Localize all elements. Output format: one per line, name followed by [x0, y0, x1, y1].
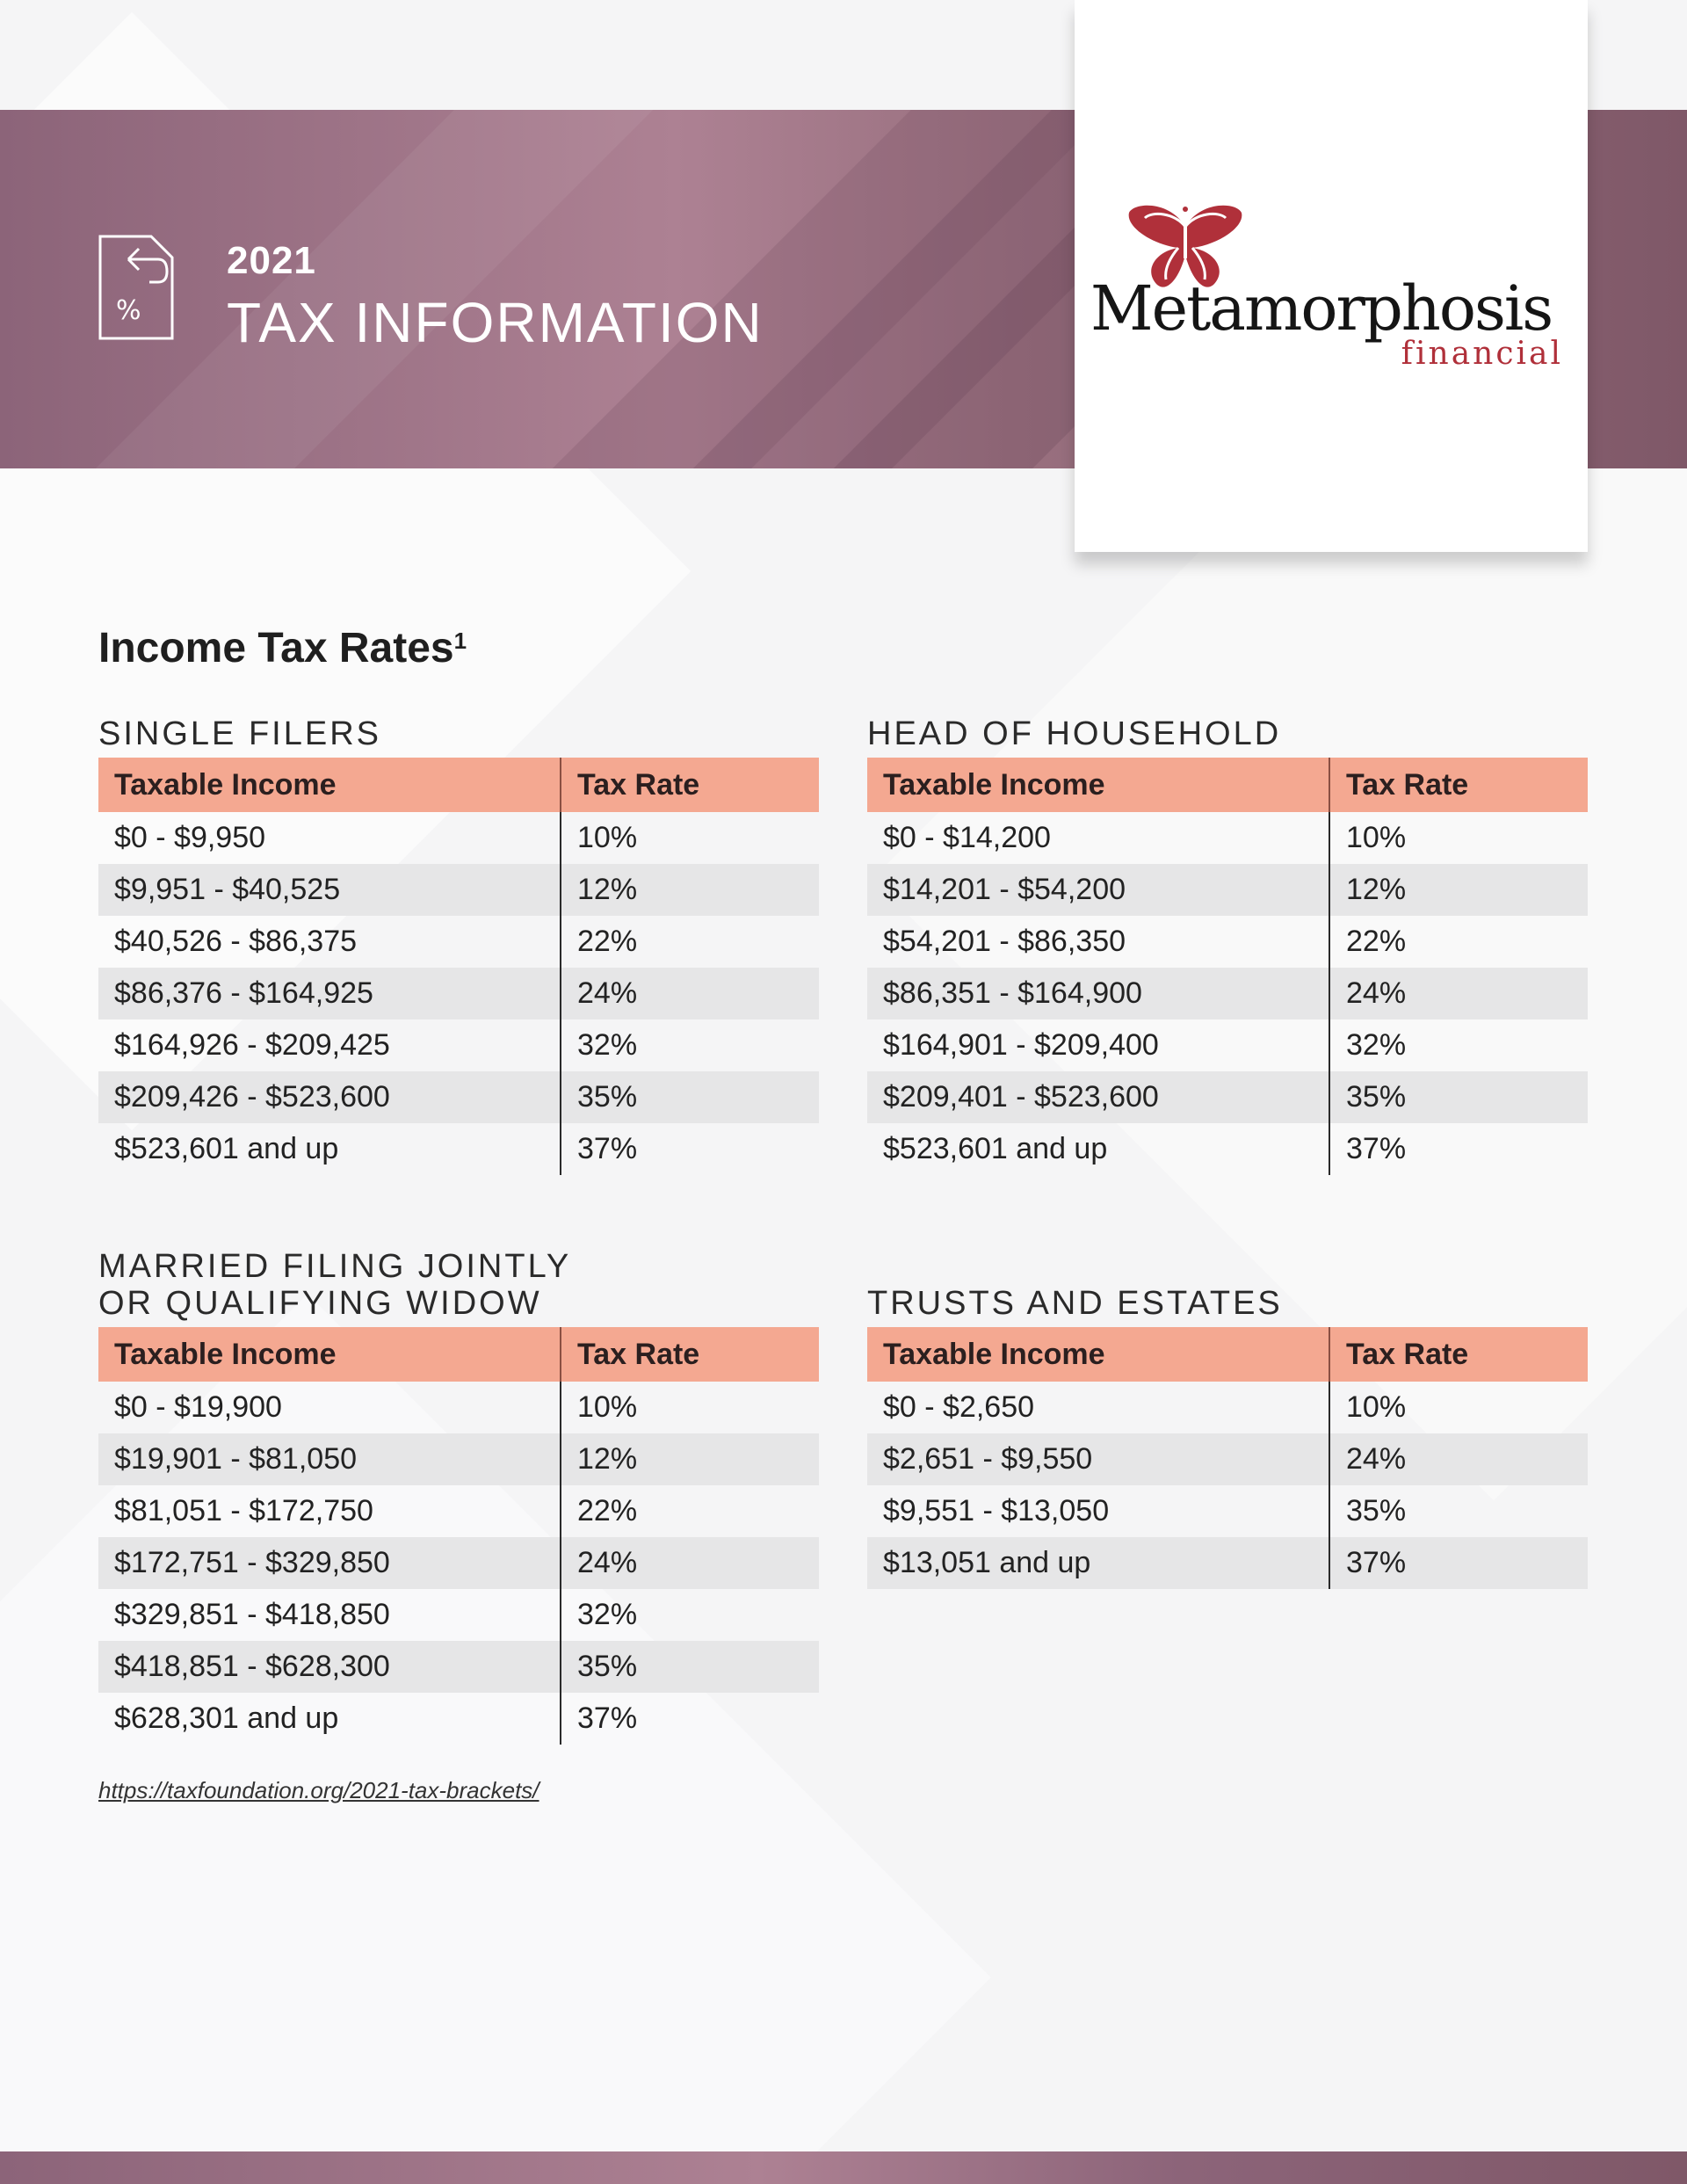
table-row — [867, 864, 1588, 916]
rate-cell: 12% — [561, 1433, 819, 1485]
rate-cell: 35% — [1346, 1494, 1407, 1527]
table-row — [98, 1641, 819, 1693]
footnote-marker: 1 — [453, 628, 467, 654]
table-header-row — [98, 1327, 819, 1382]
rate-cell: 10% — [577, 1390, 638, 1424]
table-trusts-and-estates — [867, 1285, 1588, 1589]
table-header-row — [867, 1327, 1588, 1382]
rate-cell: 32% — [1346, 1028, 1407, 1062]
table-row — [867, 1485, 1588, 1537]
table-row — [98, 916, 819, 968]
table-row — [867, 1537, 1588, 1589]
rate-cell: 24% — [1329, 1433, 1588, 1485]
income-cell: $54,201 - $86,350 — [867, 916, 1329, 968]
tax-table — [867, 758, 1588, 1175]
header-title: TAX INFORMATION — [227, 291, 764, 354]
income-cell: $9,951 - $40,525 — [98, 864, 561, 916]
tax-table — [867, 1327, 1588, 1589]
table-row — [98, 1589, 819, 1641]
income-cell: $523,601 and up — [867, 1123, 1329, 1175]
table-row — [98, 1382, 819, 1433]
table-row — [98, 864, 819, 916]
rate-cell: 35% — [561, 1071, 819, 1123]
column-header: Tax Rate — [1329, 1327, 1588, 1382]
income-cell: $164,901 - $209,400 — [867, 1019, 1329, 1071]
tax-table — [98, 1327, 819, 1745]
income-cell: $172,751 - $329,850 — [98, 1537, 561, 1589]
rate-cell: 32% — [577, 1598, 638, 1631]
rate-cell: 22% — [577, 1494, 638, 1527]
column-header: Tax Rate — [561, 1327, 819, 1382]
rate-cell: 22% — [577, 925, 638, 958]
column-header: Taxable Income — [867, 1327, 1329, 1382]
rate-cell: 37% — [1329, 1537, 1588, 1589]
table-row — [98, 1693, 819, 1745]
header-year: 2021 — [227, 239, 316, 282]
table-heading-line-2: OR QUALIFYING WIDOW — [98, 1285, 542, 1322]
income-cell: $209,401 - $523,600 — [867, 1071, 1329, 1123]
column-header: Tax Rate — [1329, 758, 1588, 812]
table-heading-line-1: MARRIED FILING JOINTLY — [98, 1248, 572, 1285]
income-cell: $0 - $14,200 — [867, 812, 1329, 864]
logo-brand-sub: financial — [1401, 336, 1563, 372]
source-link[interactable]: https://taxfoundation.org/2021-tax-brackets/ — [98, 1777, 539, 1803]
income-cell: $19,901 - $81,050 — [98, 1433, 561, 1485]
table-header-row — [98, 758, 819, 812]
income-cell: $418,851 - $628,300 — [98, 1641, 561, 1693]
rate-cell: 37% — [1346, 1132, 1407, 1165]
tax-table — [98, 758, 819, 1175]
income-cell: $9,551 - $13,050 — [867, 1485, 1329, 1537]
income-cell: $0 - $9,950 — [98, 812, 561, 864]
table-row — [98, 1537, 819, 1589]
income-cell: $2,651 - $9,550 — [867, 1433, 1329, 1485]
table-row — [867, 968, 1588, 1019]
column-header: Taxable Income — [98, 758, 561, 812]
table-row — [98, 968, 819, 1019]
rate-cell: 12% — [1329, 864, 1588, 916]
logo-card — [1075, 0, 1588, 552]
column-header: Taxable Income — [98, 1327, 561, 1382]
income-cell: $14,201 - $54,200 — [867, 864, 1329, 916]
column-header: Tax Rate — [561, 758, 819, 812]
table-row — [867, 1071, 1588, 1123]
table-row — [98, 812, 819, 864]
rate-cell: 24% — [1329, 968, 1588, 1019]
table-row — [98, 1485, 819, 1537]
table-heading: TRUSTS AND ESTATES — [867, 1285, 1283, 1322]
logo-brand-name: Metamorphosis — [1090, 272, 1553, 345]
table-row — [867, 1019, 1588, 1071]
income-cell: $86,376 - $164,925 — [98, 968, 561, 1019]
rate-cell: 37% — [577, 1701, 638, 1735]
income-cell: $0 - $2,650 — [867, 1382, 1329, 1433]
table-single-filers — [98, 715, 819, 1175]
table-heading: HEAD OF HOUSEHOLD — [867, 715, 1282, 752]
table-row — [98, 1071, 819, 1123]
rate-cell: 35% — [1329, 1071, 1588, 1123]
income-cell: $13,051 and up — [867, 1537, 1329, 1589]
income-cell: $40,526 - $86,375 — [98, 916, 561, 968]
table-row — [98, 1123, 819, 1175]
income-cell: $164,926 - $209,425 — [98, 1019, 561, 1071]
section-title-text: Income Tax Rates — [98, 625, 454, 671]
table-row — [867, 1433, 1588, 1485]
income-cell: $209,426 - $523,600 — [98, 1071, 561, 1123]
rate-cell: 24% — [561, 1537, 819, 1589]
table-row — [98, 1019, 819, 1071]
footer-band — [0, 2151, 1687, 2184]
rate-cell: 24% — [561, 968, 819, 1019]
table-row — [98, 1433, 819, 1485]
income-cell: $86,351 - $164,900 — [867, 968, 1329, 1019]
rate-cell: 10% — [1346, 1390, 1407, 1424]
income-cell: $329,851 - $418,850 — [98, 1589, 561, 1641]
rate-cell: 35% — [561, 1641, 819, 1693]
income-cell: $0 - $19,900 — [98, 1382, 561, 1433]
rate-cell: 22% — [1346, 925, 1407, 958]
section-title — [98, 624, 467, 672]
rate-cell: 10% — [577, 821, 638, 854]
svg-text:%: % — [116, 295, 141, 326]
table-header-row — [867, 758, 1588, 812]
rate-cell: 37% — [577, 1132, 638, 1165]
column-header: Taxable Income — [867, 758, 1329, 812]
rate-cell: 10% — [1346, 821, 1407, 854]
income-cell: $628,301 and up — [98, 1693, 561, 1745]
table-row — [867, 1123, 1588, 1175]
document-percent-icon — [97, 233, 176, 342]
rate-cell: 32% — [577, 1028, 638, 1062]
income-cell: $81,051 - $172,750 — [98, 1485, 561, 1537]
table-heading: SINGLE FILERS — [98, 715, 381, 752]
table-row — [867, 916, 1588, 968]
table-row — [867, 1382, 1588, 1433]
rate-cell: 12% — [561, 864, 819, 916]
table-row — [867, 812, 1588, 864]
income-cell: $523,601 and up — [98, 1123, 561, 1175]
table-head-of-household — [867, 715, 1588, 1175]
table-married-filing-jointly — [98, 1248, 819, 1745]
